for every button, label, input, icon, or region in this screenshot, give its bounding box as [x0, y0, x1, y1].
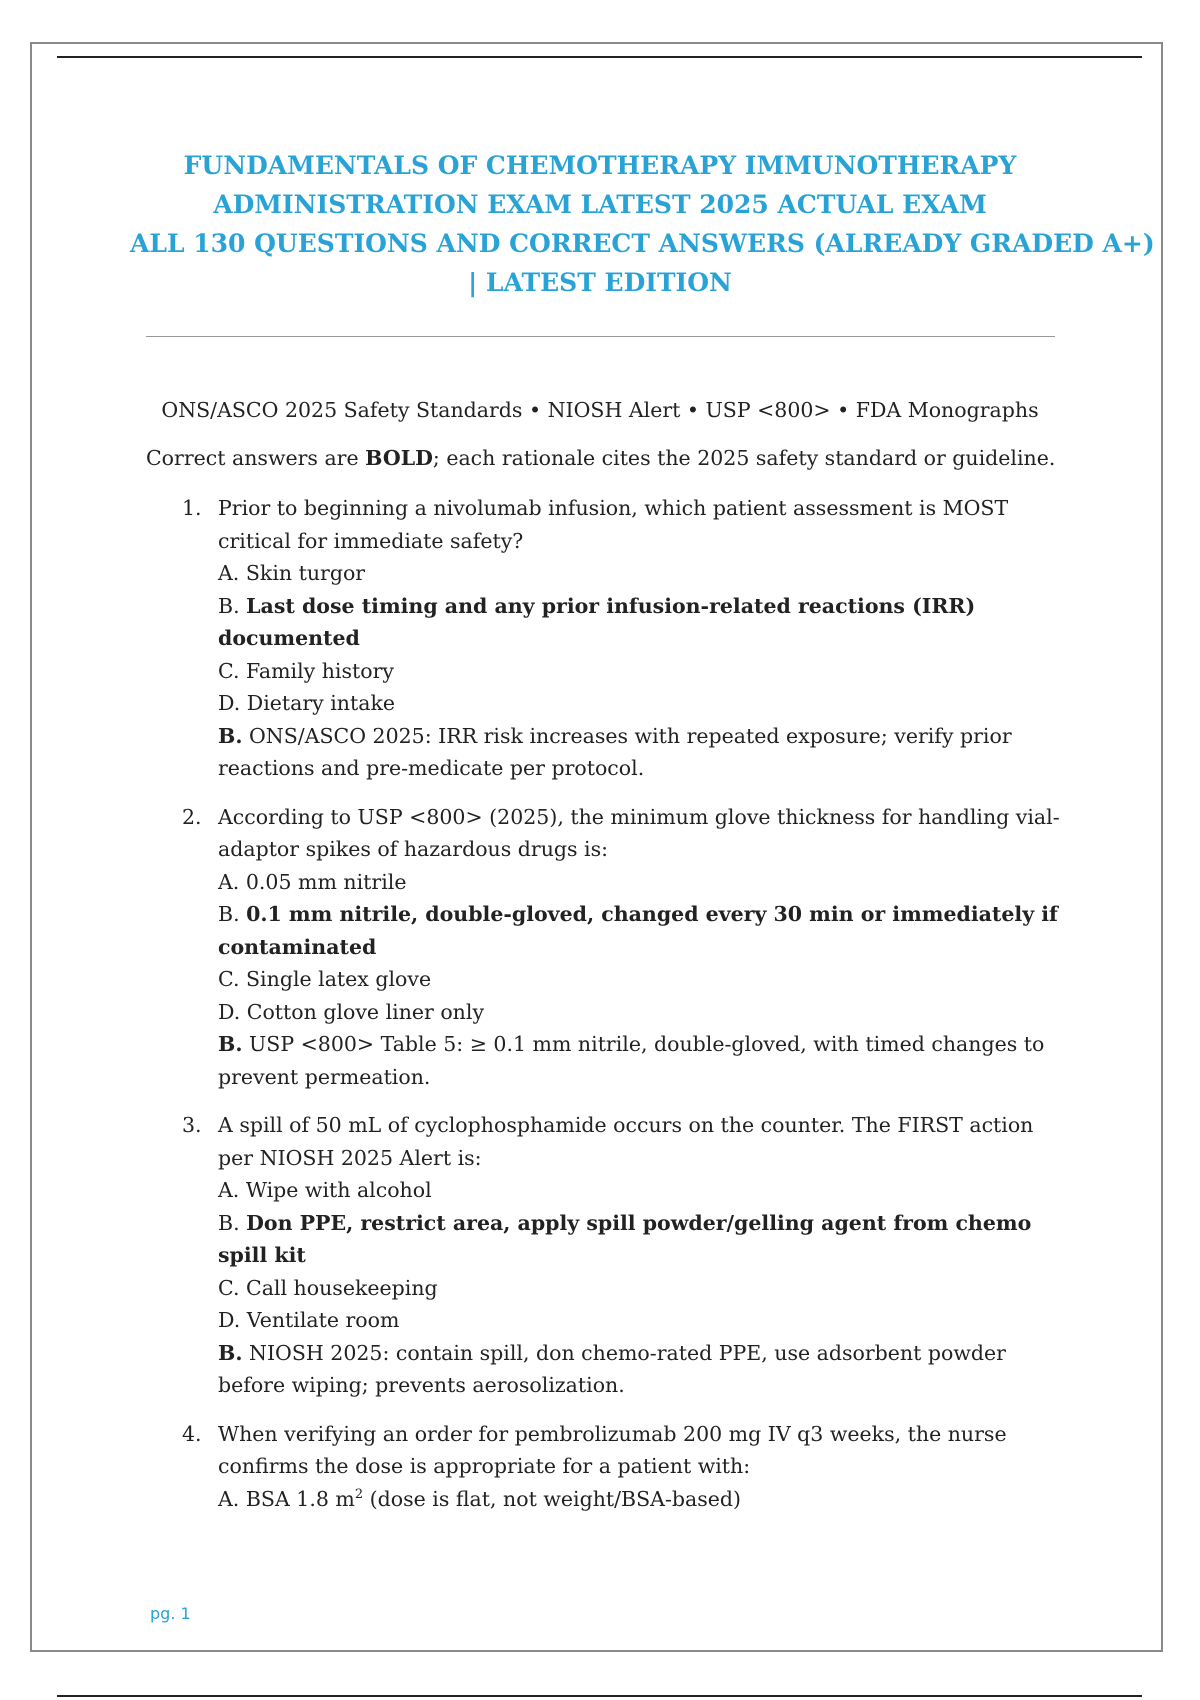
option-text: 0.1 mm nitrile, double-gloved, changed every 30 min or immediately if contaminated: [218, 902, 1058, 959]
option-letter: D.: [218, 691, 241, 715]
option-text: BSA 1.8 m: [245, 1486, 355, 1511]
rationale-text: ONS/ASCO 2025: IRR risk increases with repeated exposure; verify prior reactions and pre-medicate per protocol.: [218, 723, 1012, 780]
rationale: [218, 1028, 1066, 1093]
title-line: | LATEST EDITION: [468, 268, 732, 297]
question-stem: A spill of 50 mL of cyclophosphamide occurs on the counter. The FIRST action per NIOSH 2025 Alert is:: [218, 1113, 1034, 1170]
option-c: [218, 1272, 1066, 1305]
instructions: [146, 446, 1106, 470]
option-text: Don PPE, restrict area, apply spill powder/gelling agent from chemo spill kit: [218, 1210, 1032, 1267]
rationale-text: NIOSH 2025: contain spill, don chemo-rated PPE, use adsorbent powder before wiping; prevents aerosolization.: [218, 1340, 1006, 1397]
option-text: Family history: [246, 658, 394, 683]
header-rule: [57, 56, 1142, 58]
question-item: [146, 492, 1066, 785]
option-text: Ventilate room: [246, 1308, 400, 1332]
option-text: Skin turgor: [245, 561, 366, 585]
option-letter: D.: [218, 1308, 241, 1332]
instructions-suffix: ; each rationale cites the 2025 safety standard or guideline.: [432, 446, 1056, 470]
superscript: 2: [354, 1486, 364, 1502]
option-text: 0.05 mm nitrile: [245, 869, 407, 894]
rationale: [218, 720, 1066, 785]
answer-letter: B.: [218, 1340, 243, 1365]
option-text: Wipe with alcohol: [245, 1178, 432, 1202]
option-d: [218, 1304, 1066, 1337]
option-d: [218, 996, 1066, 1029]
option-c: [218, 655, 1066, 688]
option-letter: A.: [218, 1178, 240, 1202]
rationale-text: USP <800> Table 5: ≥ 0.1 mm nitrile, double-gloved, with timed changes to prevent permeation.: [218, 1032, 1045, 1089]
title-line: ADMINISTRATION EXAM LATEST 2025 ACTUAL EXAM: [213, 190, 987, 219]
option-text: Last dose timing and any prior infusion-related reactions (IRR) documented: [218, 593, 976, 650]
question-item: [146, 801, 1066, 1094]
option-letter: B.: [218, 593, 240, 618]
instructions-bold: BOLD: [365, 446, 433, 470]
title-line: ALL 130 QUESTIONS AND CORRECT ANSWERS (ALREADY GRADED A+): [130, 229, 1155, 258]
option-letter: A.: [218, 561, 240, 585]
document-title: [130, 146, 1155, 302]
option-a: [218, 1483, 1066, 1516]
option-text: Dietary intake: [246, 691, 396, 715]
option-letter: C.: [218, 658, 240, 683]
title-divider: [146, 336, 1055, 337]
option-b-correct: [218, 590, 1066, 655]
option-letter: D.: [218, 999, 241, 1024]
question-stem: According to USP <800> (2025), the minimum glove thickness for handling vial-adaptor spikes of hazardous drugs is:: [218, 804, 1060, 861]
footer-rule: [57, 1695, 1142, 1697]
option-letter: C.: [218, 1275, 240, 1300]
question-number: 2.: [182, 804, 202, 829]
option-letter: C.: [218, 967, 240, 991]
option-b-correct: [218, 898, 1066, 963]
option-letter: A.: [218, 1486, 240, 1511]
option-d: [218, 687, 1066, 720]
option-b-correct: [218, 1207, 1066, 1272]
option-letter: B.: [218, 1210, 240, 1235]
standards-line: ONS/ASCO 2025 Safety Standards • NIOSH Alert • USP <800> • FDA Monographs: [161, 398, 1039, 422]
instructions-prefix: Correct answers are: [146, 446, 366, 470]
question-number: 3.: [182, 1113, 202, 1137]
answer-letter: B.: [218, 1032, 243, 1056]
question-item: [146, 1109, 1066, 1402]
option-text: Cotton glove liner only: [246, 999, 485, 1024]
option-a: [218, 1174, 1066, 1207]
question-number: 4.: [182, 1421, 202, 1446]
question-number: 1.: [182, 496, 202, 520]
option-letter: B.: [218, 902, 240, 926]
option-text-suffix: (dose is flat, not weight/BSA-based): [363, 1486, 742, 1511]
option-a: [218, 557, 1066, 590]
option-text: Single latex glove: [246, 967, 432, 991]
title-line: FUNDAMENTALS OF CHEMOTHERAPY IMMUNOTHERAPY: [183, 151, 1017, 180]
question-stem: When verifying an order for pembrolizumab 200 mg IV q3 weeks, the nurse confirms the dose is appropriate for a patient with:: [218, 1421, 1007, 1478]
question-item: [146, 1418, 1066, 1516]
question-stem: Prior to beginning a nivolumab infusion, which patient assessment is MOST critical for immediate safety?: [218, 496, 1009, 553]
option-letter: A.: [218, 869, 240, 894]
question-list: [146, 492, 1066, 1531]
page-number: pg. 1: [150, 1604, 191, 1623]
rationale: [218, 1337, 1066, 1402]
option-a: [218, 866, 1066, 899]
answer-letter: B.: [218, 723, 243, 748]
option-text: Call housekeeping: [246, 1275, 438, 1300]
option-c: [218, 963, 1066, 996]
